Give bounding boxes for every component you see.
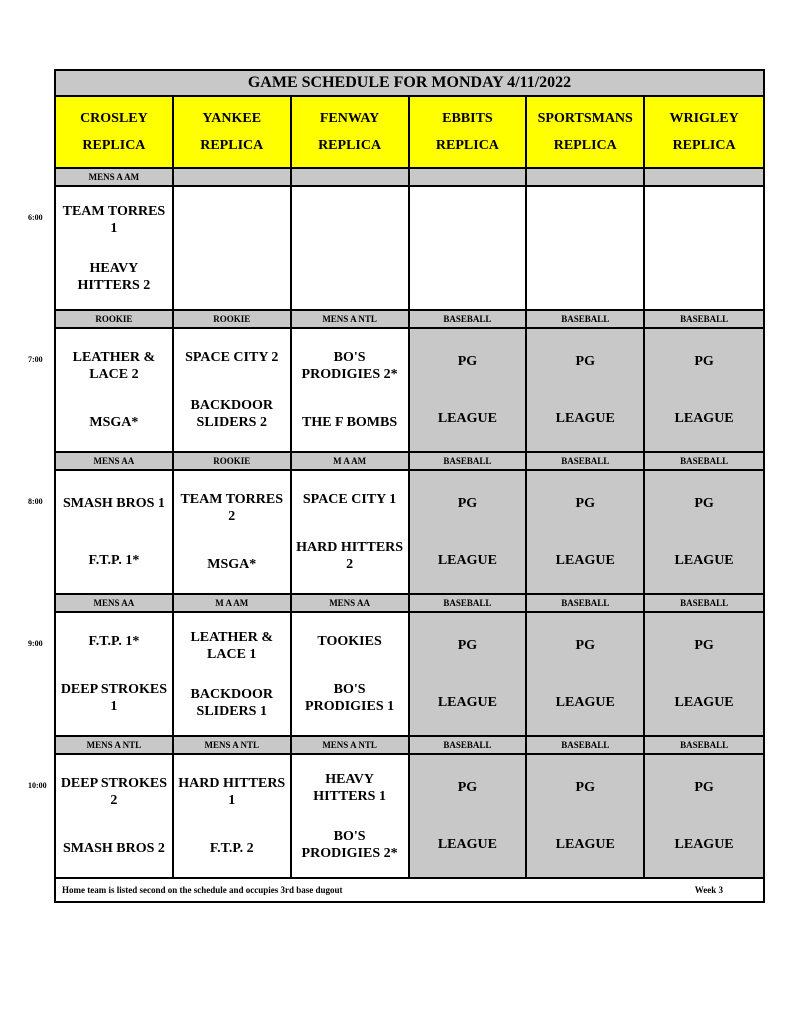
away-team: SMASH BROS 1 — [62, 496, 165, 511]
time-slot-row — [28, 329, 763, 453]
game-cell — [292, 613, 410, 735]
time-slot-row — [28, 613, 763, 737]
game-cell — [527, 471, 645, 593]
time-slot-row — [28, 187, 763, 311]
game-cell — [645, 329, 763, 451]
field-header-sportsmans — [527, 97, 645, 167]
schedule-footer — [56, 879, 763, 901]
home-team: F.T.P. 2 — [209, 841, 254, 857]
home-team: LEAGUE — [437, 837, 497, 852]
game-cell — [292, 187, 410, 309]
division-row — [56, 311, 763, 329]
field-header-fenway — [292, 97, 410, 167]
division-label: BASEBALL — [527, 595, 645, 611]
home-team: LEAGUE — [437, 695, 497, 710]
field-name: EBBITS — [442, 111, 493, 126]
division-label: MENS A NTL — [292, 737, 410, 753]
schedule-sheet — [28, 69, 765, 903]
division-label: MENS AA — [292, 595, 410, 611]
game-cell — [56, 613, 174, 735]
away-team: PG — [457, 354, 478, 369]
field-sub: REPLICA — [200, 138, 264, 153]
away-team: PG — [457, 780, 478, 795]
home-team: LEAGUE — [555, 553, 615, 568]
home-team: HARD HITTERS 2 — [296, 540, 404, 573]
away-team: PG — [694, 354, 714, 369]
game-cell — [645, 471, 763, 593]
field-header-ebbits — [410, 97, 528, 167]
field-name: FENWAY — [319, 111, 380, 126]
division-label: BASEBALL — [410, 737, 528, 753]
home-team: THE F BOMBS — [301, 415, 398, 431]
game-cell — [174, 613, 292, 735]
game-cell — [527, 329, 645, 451]
time-slot-row — [28, 755, 763, 879]
division-label — [410, 169, 528, 185]
division-label: MENS A NTL — [174, 737, 292, 753]
game-cell — [56, 755, 174, 877]
game-cell — [645, 613, 763, 735]
division-label: BASEBALL — [680, 456, 729, 466]
away-team: PG — [694, 496, 714, 511]
division-label: BASEBALL — [410, 595, 528, 611]
division-row — [56, 737, 763, 755]
division-label: M A AM — [292, 453, 410, 469]
away-team: SPACE CITY 1 — [302, 491, 397, 507]
game-cell — [410, 471, 528, 593]
game-cell — [410, 613, 528, 735]
time-label: 7:00 — [28, 355, 43, 364]
field-name: SPORTSMANS — [537, 111, 633, 126]
field-header-crosley — [56, 97, 174, 167]
division-label — [645, 169, 763, 185]
game-cell — [645, 755, 763, 877]
time-label: 6:00 — [28, 213, 43, 222]
home-team: LEAGUE — [555, 837, 615, 852]
home-team: LEAGUE — [674, 411, 734, 426]
field-header-yankee — [174, 97, 292, 167]
away-team: BO'S PRODIGIES 2* — [301, 349, 398, 382]
home-team: LEAGUE — [437, 411, 497, 426]
away-team: HARD HITTERS 1 — [178, 775, 286, 808]
field-header-row — [56, 97, 763, 169]
away-team: PG — [694, 638, 714, 653]
division-label: BASEBALL — [680, 598, 729, 608]
division-label — [527, 169, 645, 185]
home-team: LEAGUE — [555, 695, 615, 710]
division-row — [56, 453, 763, 471]
division-row — [56, 169, 763, 187]
away-team: TOOKIES — [317, 633, 382, 649]
game-cell — [410, 187, 528, 309]
division-label: MENS A AM — [56, 169, 174, 185]
field-sub: REPLICA — [435, 138, 499, 153]
away-team: SPACE CITY 2 — [185, 349, 279, 365]
division-label: BASEBALL — [527, 737, 645, 753]
division-label: BASEBALL — [527, 311, 645, 327]
game-cell — [292, 329, 410, 451]
game-cell — [410, 329, 528, 451]
division-label: MENS A NTL — [56, 737, 174, 753]
field-name: YANKEE — [202, 111, 262, 126]
home-team: LEAGUE — [674, 553, 734, 568]
game-cell — [527, 613, 645, 735]
time-slot-row — [28, 471, 763, 595]
division-label: BASEBALL — [680, 314, 729, 324]
home-team-note: Home team is listed second on the schedule and occupies 3rd base dugout — [62, 885, 343, 895]
division-label — [292, 169, 410, 185]
division-label: MENS AA — [56, 595, 174, 611]
schedule-table — [28, 69, 765, 903]
division-label: BASEBALL — [410, 453, 528, 469]
game-cell — [56, 471, 174, 593]
away-team: DEEP STROKES 2 — [60, 775, 168, 808]
game-cell — [645, 187, 763, 309]
game-cell — [410, 755, 528, 877]
home-team: BO'S PRODIGIES 2* — [301, 828, 398, 861]
away-team: TEAM TORRES 1 — [62, 203, 166, 236]
field-header-wrigley — [645, 97, 763, 167]
home-team: MSGA* — [89, 415, 139, 431]
field-sub: REPLICA — [82, 138, 146, 153]
game-cell — [174, 187, 292, 309]
division-label — [174, 169, 292, 185]
division-label: BASEBALL — [680, 740, 729, 750]
home-team: LEAGUE — [674, 837, 734, 852]
home-team: BO'S PRODIGIES 1 — [305, 682, 395, 715]
home-team: LEAGUE — [674, 695, 734, 710]
away-team: LEATHER & LACE 2 — [72, 349, 156, 382]
time-label: 10:00 — [28, 781, 47, 790]
away-team: LEATHER & LACE 1 — [190, 629, 274, 662]
division-label: BASEBALL — [410, 311, 528, 327]
week-label: Week 3 — [694, 885, 723, 895]
game-cell — [527, 755, 645, 877]
home-team: DEEP STROKES 1 — [60, 682, 168, 715]
time-slots — [28, 169, 763, 879]
game-cell — [56, 187, 174, 309]
division-row — [56, 595, 763, 613]
game-cell — [174, 329, 292, 451]
field-sub: REPLICA — [553, 138, 617, 153]
away-team: PG — [694, 780, 714, 795]
away-team: F.T.P. 1* — [88, 633, 140, 649]
away-team: HEAVY HITTERS 1 — [313, 771, 386, 804]
home-team: HEAVY HITTERS 2 — [77, 260, 151, 293]
game-cell — [56, 329, 174, 451]
division-label: ROOKIE — [56, 311, 174, 327]
away-team: PG — [457, 496, 478, 511]
home-team: SMASH BROS 2 — [62, 841, 165, 857]
away-team: TEAM TORRES 2 — [180, 491, 284, 524]
game-cell — [292, 471, 410, 593]
schedule-title: GAME SCHEDULE FOR MONDAY 4/11/2022 — [56, 71, 763, 97]
home-team: LEAGUE — [555, 411, 615, 426]
field-sub: REPLICA — [318, 138, 382, 153]
division-label: ROOKIE — [174, 311, 292, 327]
division-label: MENS A NTL — [292, 311, 410, 327]
division-label: MENS AA — [56, 453, 174, 469]
game-cell — [527, 187, 645, 309]
game-cell — [174, 471, 292, 593]
away-team: PG — [575, 638, 595, 653]
field-sub: REPLICA — [672, 138, 736, 153]
division-label: ROOKIE — [174, 453, 292, 469]
home-team: BACKDOOR SLIDERS 1 — [190, 686, 273, 719]
away-team: PG — [575, 780, 595, 795]
division-label: BASEBALL — [527, 453, 645, 469]
away-team: PG — [457, 638, 478, 653]
away-team: PG — [575, 496, 595, 511]
division-label: M A AM — [174, 595, 292, 611]
game-cell — [174, 755, 292, 877]
home-team: MSGA* — [207, 557, 257, 573]
field-name: WRIGLEY — [669, 111, 739, 126]
time-label: 9:00 — [28, 639, 43, 648]
home-team: BACKDOOR SLIDERS 2 — [190, 398, 273, 431]
game-cell — [292, 755, 410, 877]
field-name: CROSLEY — [80, 111, 148, 126]
home-team: F.T.P. 1* — [88, 553, 140, 568]
home-team: LEAGUE — [437, 553, 497, 568]
time-label: 8:00 — [28, 497, 43, 506]
away-team: PG — [575, 354, 595, 369]
